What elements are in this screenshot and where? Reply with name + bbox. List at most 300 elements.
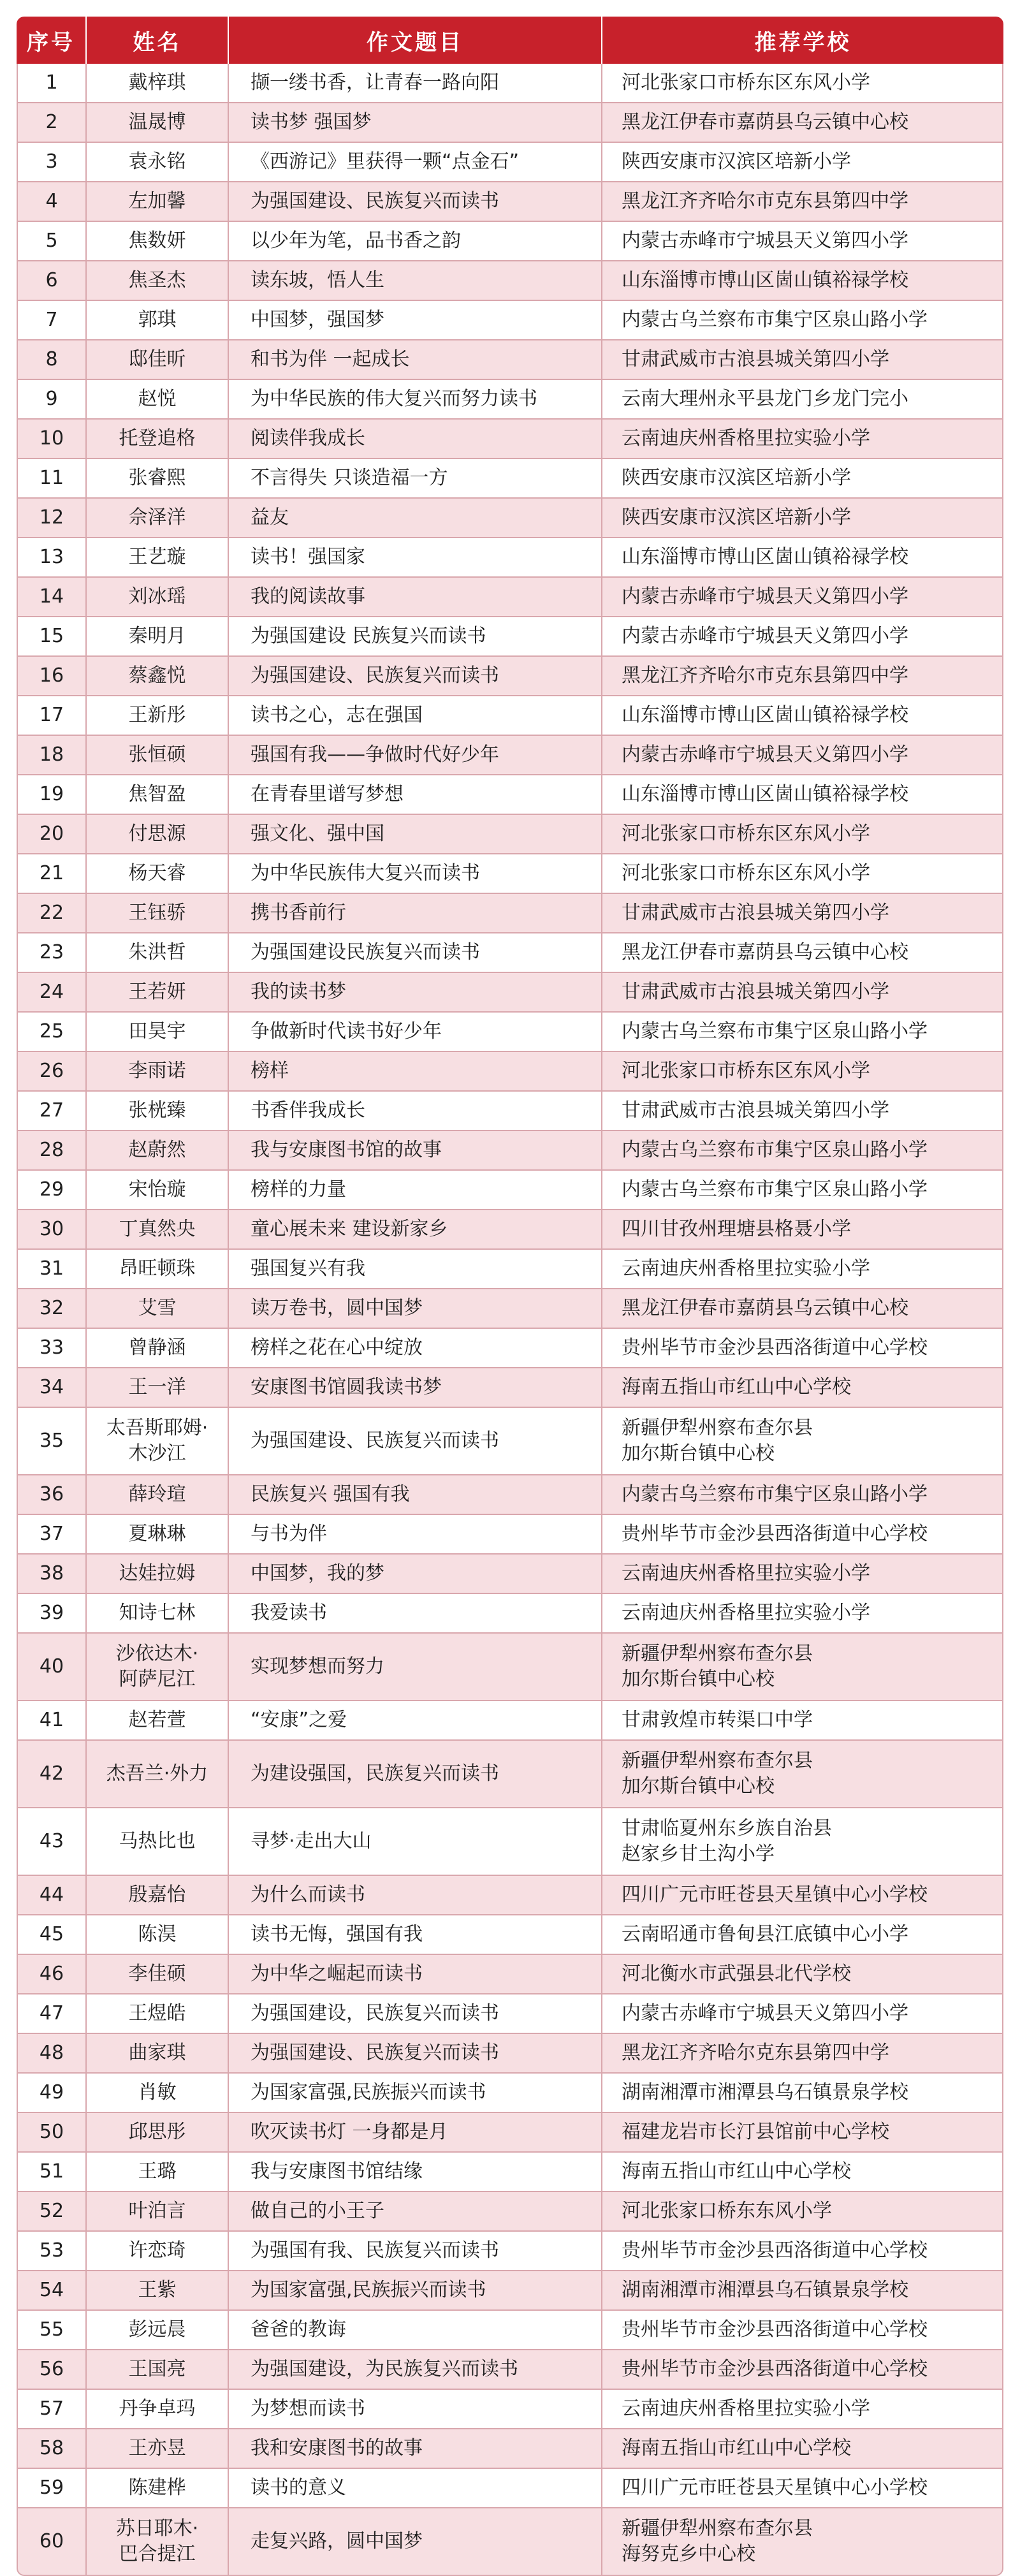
table-row (17, 1475, 1003, 1515)
row-number: 13 (17, 538, 87, 578)
student-name: 张睿熙 (87, 459, 229, 499)
row-number: 50 (17, 2113, 87, 2153)
essay-title: 读书之心，志在强国 (229, 696, 602, 736)
table-row (17, 894, 1003, 933)
student-name: 太吾斯耶姆· 木沙江 (87, 1408, 229, 1475)
table-row (17, 2034, 1003, 2074)
essay-title: 爸爸的教诲 (229, 2311, 602, 2350)
school-name: 河北张家口市桥东区东风小学 (602, 64, 1003, 103)
school-name: 陕西安康市汉滨区培新小学 (602, 459, 1003, 499)
table-row (17, 1289, 1003, 1329)
student-name: 李佳硕 (87, 1955, 229, 1994)
school-name: 甘肃武威市古浪县城关第四小学 (602, 1092, 1003, 1131)
student-name: 宋怡璇 (87, 1171, 229, 1210)
student-name: 王新彤 (87, 696, 229, 736)
essay-title: 为中华民族的伟大复兴而努力读书 (229, 380, 602, 420)
essay-title: 携书香前行 (229, 894, 602, 933)
school-name: 四川甘孜州理塘县格聂小学 (602, 1210, 1003, 1250)
table-row (17, 1955, 1003, 1994)
row-number: 16 (17, 657, 87, 696)
table-row (17, 1329, 1003, 1368)
table-row (17, 1994, 1003, 2034)
student-name: 昂旺顿珠 (87, 1250, 229, 1289)
essay-title: 争做新时代读书好少年 (229, 1013, 602, 1052)
student-name: 陈淏 (87, 1915, 229, 1955)
row-number: 59 (17, 2469, 87, 2508)
table-row (17, 617, 1003, 657)
header-number: 序号 (17, 17, 87, 64)
row-number: 5 (17, 222, 87, 261)
row-number: 26 (17, 1052, 87, 1092)
table-row (17, 340, 1003, 380)
row-number: 41 (17, 1701, 87, 1741)
school-name: 云南迪庆州香格里拉实验小学 (602, 1250, 1003, 1289)
student-name: 赵蔚然 (87, 1131, 229, 1171)
essay-title: 榜样之花在心中绽放 (229, 1329, 602, 1368)
table-row (17, 775, 1003, 815)
school-name: 陕西安康市汉滨区培新小学 (602, 143, 1003, 182)
essay-title: 读万卷书，圆中国梦 (229, 1289, 602, 1329)
student-name: 焦数妍 (87, 222, 229, 261)
student-name: 苏日耶木· 巴合提江 (87, 2508, 229, 2576)
essay-title: 益友 (229, 499, 602, 538)
table-row (17, 1368, 1003, 1408)
row-number: 20 (17, 815, 87, 854)
essay-title: 在青春里谱写梦想 (229, 775, 602, 815)
winners-table (17, 17, 1003, 2576)
student-name: 戴梓琪 (87, 64, 229, 103)
essay-title: 为强国建设民族复兴而读书 (229, 933, 602, 973)
essay-title: 走复兴路，圆中国梦 (229, 2508, 602, 2576)
school-name: 黑龙江伊春市嘉荫县乌云镇中心校 (602, 933, 1003, 973)
row-number: 49 (17, 2074, 87, 2113)
essay-title: 不言得失 只谈造福一方 (229, 459, 602, 499)
row-number: 27 (17, 1092, 87, 1131)
student-name: 温晟博 (87, 103, 229, 143)
student-name: 王钰骄 (87, 894, 229, 933)
essay-title: 榜样 (229, 1052, 602, 1092)
table-row (17, 64, 1003, 103)
student-name: 殷嘉怡 (87, 1876, 229, 1915)
essay-title: 中国梦，我的梦 (229, 1555, 602, 1594)
table-row (17, 657, 1003, 696)
row-number: 34 (17, 1368, 87, 1408)
essay-title: 《西游记》里获得一颗“点金石” (229, 143, 602, 182)
student-name: 焦圣杰 (87, 261, 229, 301)
student-name: 王国亮 (87, 2350, 229, 2390)
student-name: 王艺璇 (87, 538, 229, 578)
row-number: 55 (17, 2311, 87, 2350)
table-row (17, 182, 1003, 222)
essay-title: 为强国建设、民族复兴而读书 (229, 182, 602, 222)
row-number: 58 (17, 2429, 87, 2469)
row-number: 4 (17, 182, 87, 222)
table-row (17, 2350, 1003, 2390)
essay-title: 寻梦·走出大山 (229, 1808, 602, 1876)
table-row (17, 1515, 1003, 1555)
school-name: 云南迪庆州香格里拉实验小学 (602, 1555, 1003, 1594)
school-name: 云南迪庆州香格里拉实验小学 (602, 1594, 1003, 1634)
header-name: 姓名 (87, 17, 229, 64)
table-row (17, 2311, 1003, 2350)
table-row (17, 1634, 1003, 1701)
student-name: 彭远晨 (87, 2311, 229, 2350)
header-essay-title: 作文题目 (229, 17, 602, 64)
school-name: 新疆伊犁州察布查尔县 海努克乡中心校 (602, 2508, 1003, 2576)
essay-title: 撷一缕书香，让青春一路向阳 (229, 64, 602, 103)
row-number: 31 (17, 1250, 87, 1289)
student-name: 叶泊言 (87, 2192, 229, 2232)
school-name: 内蒙古乌兰察布市集宁区泉山路小学 (602, 1013, 1003, 1052)
essay-title: 为强国建设 民族复兴而读书 (229, 617, 602, 657)
school-name: 海南五指山市红山中心学校 (602, 2429, 1003, 2469)
row-number: 35 (17, 1408, 87, 1475)
essay-title: 强国复兴有我 (229, 1250, 602, 1289)
student-name: 薛玲瑄 (87, 1475, 229, 1515)
student-name: 达娃拉姆 (87, 1555, 229, 1594)
essay-title: 为梦想而读书 (229, 2390, 602, 2429)
table-row (17, 261, 1003, 301)
school-name: 湖南湘潭市湘潭县乌石镇景泉学校 (602, 2074, 1003, 2113)
school-name: 云南昭通市鲁甸县江底镇中心小学 (602, 1915, 1003, 1955)
school-name: 内蒙古乌兰察布市集宁区泉山路小学 (602, 301, 1003, 340)
essay-title: 与书为伴 (229, 1515, 602, 1555)
school-name: 贵州毕节市金沙县西洛街道中心学校 (602, 2350, 1003, 2390)
student-name: 付思源 (87, 815, 229, 854)
student-name: 知诗七林 (87, 1594, 229, 1634)
row-number: 15 (17, 617, 87, 657)
table-row (17, 2232, 1003, 2271)
essay-title: 安康图书馆圆我读书梦 (229, 1368, 602, 1408)
table-row (17, 143, 1003, 182)
row-number: 6 (17, 261, 87, 301)
table-header (17, 17, 1003, 64)
row-number: 28 (17, 1131, 87, 1171)
essay-title: 我爱读书 (229, 1594, 602, 1634)
student-name: 袁永铭 (87, 143, 229, 182)
school-name: 甘肃敦煌市转渠口中学 (602, 1701, 1003, 1741)
essay-title: 为强国建设，为民族复兴而读书 (229, 2350, 602, 2390)
student-name: 王璐 (87, 2153, 229, 2192)
row-number: 54 (17, 2271, 87, 2311)
student-name: 刘冰瑶 (87, 578, 229, 617)
row-number: 19 (17, 775, 87, 815)
essay-title: 中国梦，强国梦 (229, 301, 602, 340)
school-name: 河北衡水市武强县北代学校 (602, 1955, 1003, 1994)
row-number: 25 (17, 1013, 87, 1052)
essay-title: 为建设强国，民族复兴而读书 (229, 1741, 602, 1808)
table-row (17, 1876, 1003, 1915)
student-name: 丁真然央 (87, 1210, 229, 1250)
school-name: 贵州毕节市金沙县西洛街道中心学校 (602, 1515, 1003, 1555)
table-row (17, 1915, 1003, 1955)
table-row (17, 696, 1003, 736)
student-name: 邸佳昕 (87, 340, 229, 380)
school-name: 海南五指山市红山中心学校 (602, 2153, 1003, 2192)
student-name: 张恒硕 (87, 736, 229, 775)
row-number: 33 (17, 1329, 87, 1368)
school-name: 湖南湘潭市湘潭县乌石镇景泉学校 (602, 2271, 1003, 2311)
row-number: 7 (17, 301, 87, 340)
school-name: 福建龙岩市长汀县馆前中心学校 (602, 2113, 1003, 2153)
row-number: 17 (17, 696, 87, 736)
essay-title: 为强国建设、民族复兴而读书 (229, 1408, 602, 1475)
table-row (17, 1250, 1003, 1289)
student-name: 王紫 (87, 2271, 229, 2311)
row-number: 38 (17, 1555, 87, 1594)
row-number: 11 (17, 459, 87, 499)
essay-title: 和书为伴 一起成长 (229, 340, 602, 380)
row-number: 46 (17, 1955, 87, 1994)
row-number: 52 (17, 2192, 87, 2232)
school-name: 四川广元市旺苍县天星镇中心小学校 (602, 1876, 1003, 1915)
student-name: 曾静涵 (87, 1329, 229, 1368)
essay-title: “安康”之爱 (229, 1701, 602, 1741)
essay-title: 阅读伴我成长 (229, 420, 602, 459)
student-name: 朱洪哲 (87, 933, 229, 973)
row-number: 30 (17, 1210, 87, 1250)
school-name: 内蒙古乌兰察布市集宁区泉山路小学 (602, 1171, 1003, 1210)
student-name: 佘泽洋 (87, 499, 229, 538)
school-name: 云南大理州永平县龙门乡龙门完小 (602, 380, 1003, 420)
row-number: 8 (17, 340, 87, 380)
essay-title: 为强国建设、民族复兴而读书 (229, 657, 602, 696)
row-number: 36 (17, 1475, 87, 1515)
row-number: 39 (17, 1594, 87, 1634)
table-row (17, 2153, 1003, 2192)
school-name: 云南迪庆州香格里拉实验小学 (602, 2390, 1003, 2429)
school-name: 内蒙古赤峰市宁城县天义第四小学 (602, 222, 1003, 261)
student-name: 王若妍 (87, 973, 229, 1013)
essay-title: 我与安康图书馆的故事 (229, 1131, 602, 1171)
row-number: 53 (17, 2232, 87, 2271)
row-number: 44 (17, 1876, 87, 1915)
essay-title: 以少年为笔，品书香之韵 (229, 222, 602, 261)
essay-title: 为什么而读书 (229, 1876, 602, 1915)
student-name: 李雨诺 (87, 1052, 229, 1092)
essay-title: 吹灭读书灯 一身都是月 (229, 2113, 602, 2153)
school-name: 甘肃武威市古浪县城关第四小学 (602, 894, 1003, 933)
essay-title: 为国家富强,民族振兴而读书 (229, 2074, 602, 2113)
row-number: 40 (17, 1634, 87, 1701)
table-row (17, 736, 1003, 775)
student-name: 秦明月 (87, 617, 229, 657)
row-number: 24 (17, 973, 87, 1013)
row-number: 48 (17, 2034, 87, 2074)
row-number: 45 (17, 1915, 87, 1955)
essay-title: 强文化、强中国 (229, 815, 602, 854)
table-row (17, 2429, 1003, 2469)
school-name: 河北张家口市桥东区东风小学 (602, 854, 1003, 894)
student-name: 张桄臻 (87, 1092, 229, 1131)
table-row (17, 380, 1003, 420)
school-name: 山东淄博市博山区崮山镇裕禄学校 (602, 261, 1003, 301)
table-row (17, 2113, 1003, 2153)
essay-title: 书香伴我成长 (229, 1092, 602, 1131)
school-name: 陕西安康市汉滨区培新小学 (602, 499, 1003, 538)
table-row (17, 1171, 1003, 1210)
essay-title: 为国家富强,民族振兴而读书 (229, 2271, 602, 2311)
school-name: 甘肃武威市古浪县城关第四小学 (602, 973, 1003, 1013)
winners-table-container (17, 17, 1003, 2576)
header-row (17, 17, 1003, 64)
student-name: 王一洋 (87, 1368, 229, 1408)
essay-title: 为中华民族伟大复兴而读书 (229, 854, 602, 894)
essay-title: 榜样的力量 (229, 1171, 602, 1210)
school-name: 山东淄博市博山区崮山镇裕禄学校 (602, 538, 1003, 578)
row-number: 60 (17, 2508, 87, 2576)
school-name: 甘肃临夏州东乡族自治县 赵家乡甘土沟小学 (602, 1808, 1003, 1876)
student-name: 焦智盈 (87, 775, 229, 815)
table-row (17, 1052, 1003, 1092)
student-name: 杰吾兰·外力 (87, 1741, 229, 1808)
school-name: 黑龙江齐齐哈尔市克东县第四中学 (602, 657, 1003, 696)
row-number: 29 (17, 1171, 87, 1210)
table-row (17, 1131, 1003, 1171)
table-row (17, 1210, 1003, 1250)
row-number: 14 (17, 578, 87, 617)
table-row (17, 1013, 1003, 1052)
essay-title: 民族复兴 强国有我 (229, 1475, 602, 1515)
essay-title: 读书梦 强国梦 (229, 103, 602, 143)
row-number: 47 (17, 1994, 87, 2034)
row-number: 37 (17, 1515, 87, 1555)
student-name: 杨天睿 (87, 854, 229, 894)
essay-title: 我和安康图书的故事 (229, 2429, 602, 2469)
school-name: 贵州毕节市金沙县西洛街道中心学校 (602, 2232, 1003, 2271)
table-row (17, 1092, 1003, 1131)
row-number: 2 (17, 103, 87, 143)
student-name: 肖敏 (87, 2074, 229, 2113)
student-name: 丹争卓玛 (87, 2390, 229, 2429)
essay-title: 童心展未来 建设新家乡 (229, 1210, 602, 1250)
school-name: 黑龙江齐齐哈尔市克东县第四中学 (602, 182, 1003, 222)
table-row (17, 1808, 1003, 1876)
school-name: 河北张家口市桥东区东风小学 (602, 1052, 1003, 1092)
table-row (17, 815, 1003, 854)
table-row (17, 538, 1003, 578)
essay-title: 读书！强国家 (229, 538, 602, 578)
table-row (17, 222, 1003, 261)
table-row (17, 2074, 1003, 2113)
table-row (17, 973, 1003, 1013)
school-name: 内蒙古赤峰市宁城县天义第四小学 (602, 1994, 1003, 2034)
school-name: 云南迪庆州香格里拉实验小学 (602, 420, 1003, 459)
essay-title: 为强国建设、民族复兴而读书 (229, 2034, 602, 2074)
table-row (17, 499, 1003, 538)
school-name: 新疆伊犁州察布查尔县 加尔斯台镇中心校 (602, 1634, 1003, 1701)
table-row (17, 1741, 1003, 1808)
row-number: 12 (17, 499, 87, 538)
school-name: 贵州毕节市金沙县西洛街道中心学校 (602, 2311, 1003, 2350)
row-number: 32 (17, 1289, 87, 1329)
school-name: 新疆伊犁州察布查尔县 加尔斯台镇中心校 (602, 1408, 1003, 1475)
school-name: 贵州毕节市金沙县西洛街道中心学校 (602, 1329, 1003, 1368)
school-name: 黑龙江伊春市嘉荫县乌云镇中心校 (602, 1289, 1003, 1329)
school-name: 黑龙江伊春市嘉荫县乌云镇中心校 (602, 103, 1003, 143)
school-name: 内蒙古乌兰察布市集宁区泉山路小学 (602, 1475, 1003, 1515)
student-name: 赵悦 (87, 380, 229, 420)
table-row (17, 1408, 1003, 1475)
row-number: 22 (17, 894, 87, 933)
row-number: 3 (17, 143, 87, 182)
essay-title: 我与安康图书馆结缘 (229, 2153, 602, 2192)
table-row (17, 103, 1003, 143)
row-number: 43 (17, 1808, 87, 1876)
student-name: 夏琳琳 (87, 1515, 229, 1555)
essay-title: 实现梦想而努力 (229, 1634, 602, 1701)
school-name: 甘肃武威市古浪县城关第四小学 (602, 340, 1003, 380)
row-number: 42 (17, 1741, 87, 1808)
table-row (17, 301, 1003, 340)
row-number: 57 (17, 2390, 87, 2429)
school-name: 海南五指山市红山中心学校 (602, 1368, 1003, 1408)
student-name: 蔡鑫悦 (87, 657, 229, 696)
row-number: 1 (17, 64, 87, 103)
student-name: 托登追格 (87, 420, 229, 459)
essay-title: 我的阅读故事 (229, 578, 602, 617)
essay-title: 强国有我——争做时代好少年 (229, 736, 602, 775)
school-name: 内蒙古赤峰市宁城县天义第四小学 (602, 578, 1003, 617)
table-row (17, 420, 1003, 459)
student-name: 左加馨 (87, 182, 229, 222)
row-number: 21 (17, 854, 87, 894)
table-row (17, 1555, 1003, 1594)
student-name: 许恋琦 (87, 2232, 229, 2271)
student-name: 邱思彤 (87, 2113, 229, 2153)
student-name: 赵若萱 (87, 1701, 229, 1741)
table-row (17, 459, 1003, 499)
school-name: 山东淄博市博山区崮山镇裕禄学校 (602, 775, 1003, 815)
student-name: 沙依达木· 阿萨尼江 (87, 1634, 229, 1701)
row-number: 56 (17, 2350, 87, 2390)
header-school: 推荐学校 (602, 17, 1003, 64)
table-row (17, 2469, 1003, 2508)
table-row (17, 1701, 1003, 1741)
student-name: 郭琪 (87, 301, 229, 340)
table-row (17, 2508, 1003, 2576)
table-row (17, 933, 1003, 973)
table-body (17, 64, 1003, 2576)
school-name: 山东淄博市博山区崮山镇裕禄学校 (602, 696, 1003, 736)
table-row (17, 2192, 1003, 2232)
school-name: 内蒙古乌兰察布市集宁区泉山路小学 (602, 1131, 1003, 1171)
row-number: 9 (17, 380, 87, 420)
student-name: 田昊宇 (87, 1013, 229, 1052)
essay-title: 为强国有我、民族复兴而读书 (229, 2232, 602, 2271)
student-name: 王亦昱 (87, 2429, 229, 2469)
school-name: 内蒙古赤峰市宁城县天义第四小学 (602, 617, 1003, 657)
student-name: 马热比也 (87, 1808, 229, 1876)
school-name: 内蒙古赤峰市宁城县天义第四小学 (602, 736, 1003, 775)
student-name: 艾雪 (87, 1289, 229, 1329)
table-row (17, 2271, 1003, 2311)
school-name: 河北张家口桥东东风小学 (602, 2192, 1003, 2232)
student-name: 曲家琪 (87, 2034, 229, 2074)
school-name: 四川广元市旺苍县天星镇中心小学校 (602, 2469, 1003, 2508)
school-name: 河北张家口市桥东区东风小学 (602, 815, 1003, 854)
row-number: 10 (17, 420, 87, 459)
essay-title: 做自己的小王子 (229, 2192, 602, 2232)
table-row (17, 2390, 1003, 2429)
essay-title: 为强国建设，民族复兴而读书 (229, 1994, 602, 2034)
essay-title: 读东坡，悟人生 (229, 261, 602, 301)
essay-title: 我的读书梦 (229, 973, 602, 1013)
student-name: 陈建桦 (87, 2469, 229, 2508)
table-row (17, 1594, 1003, 1634)
row-number: 51 (17, 2153, 87, 2192)
table-row (17, 578, 1003, 617)
